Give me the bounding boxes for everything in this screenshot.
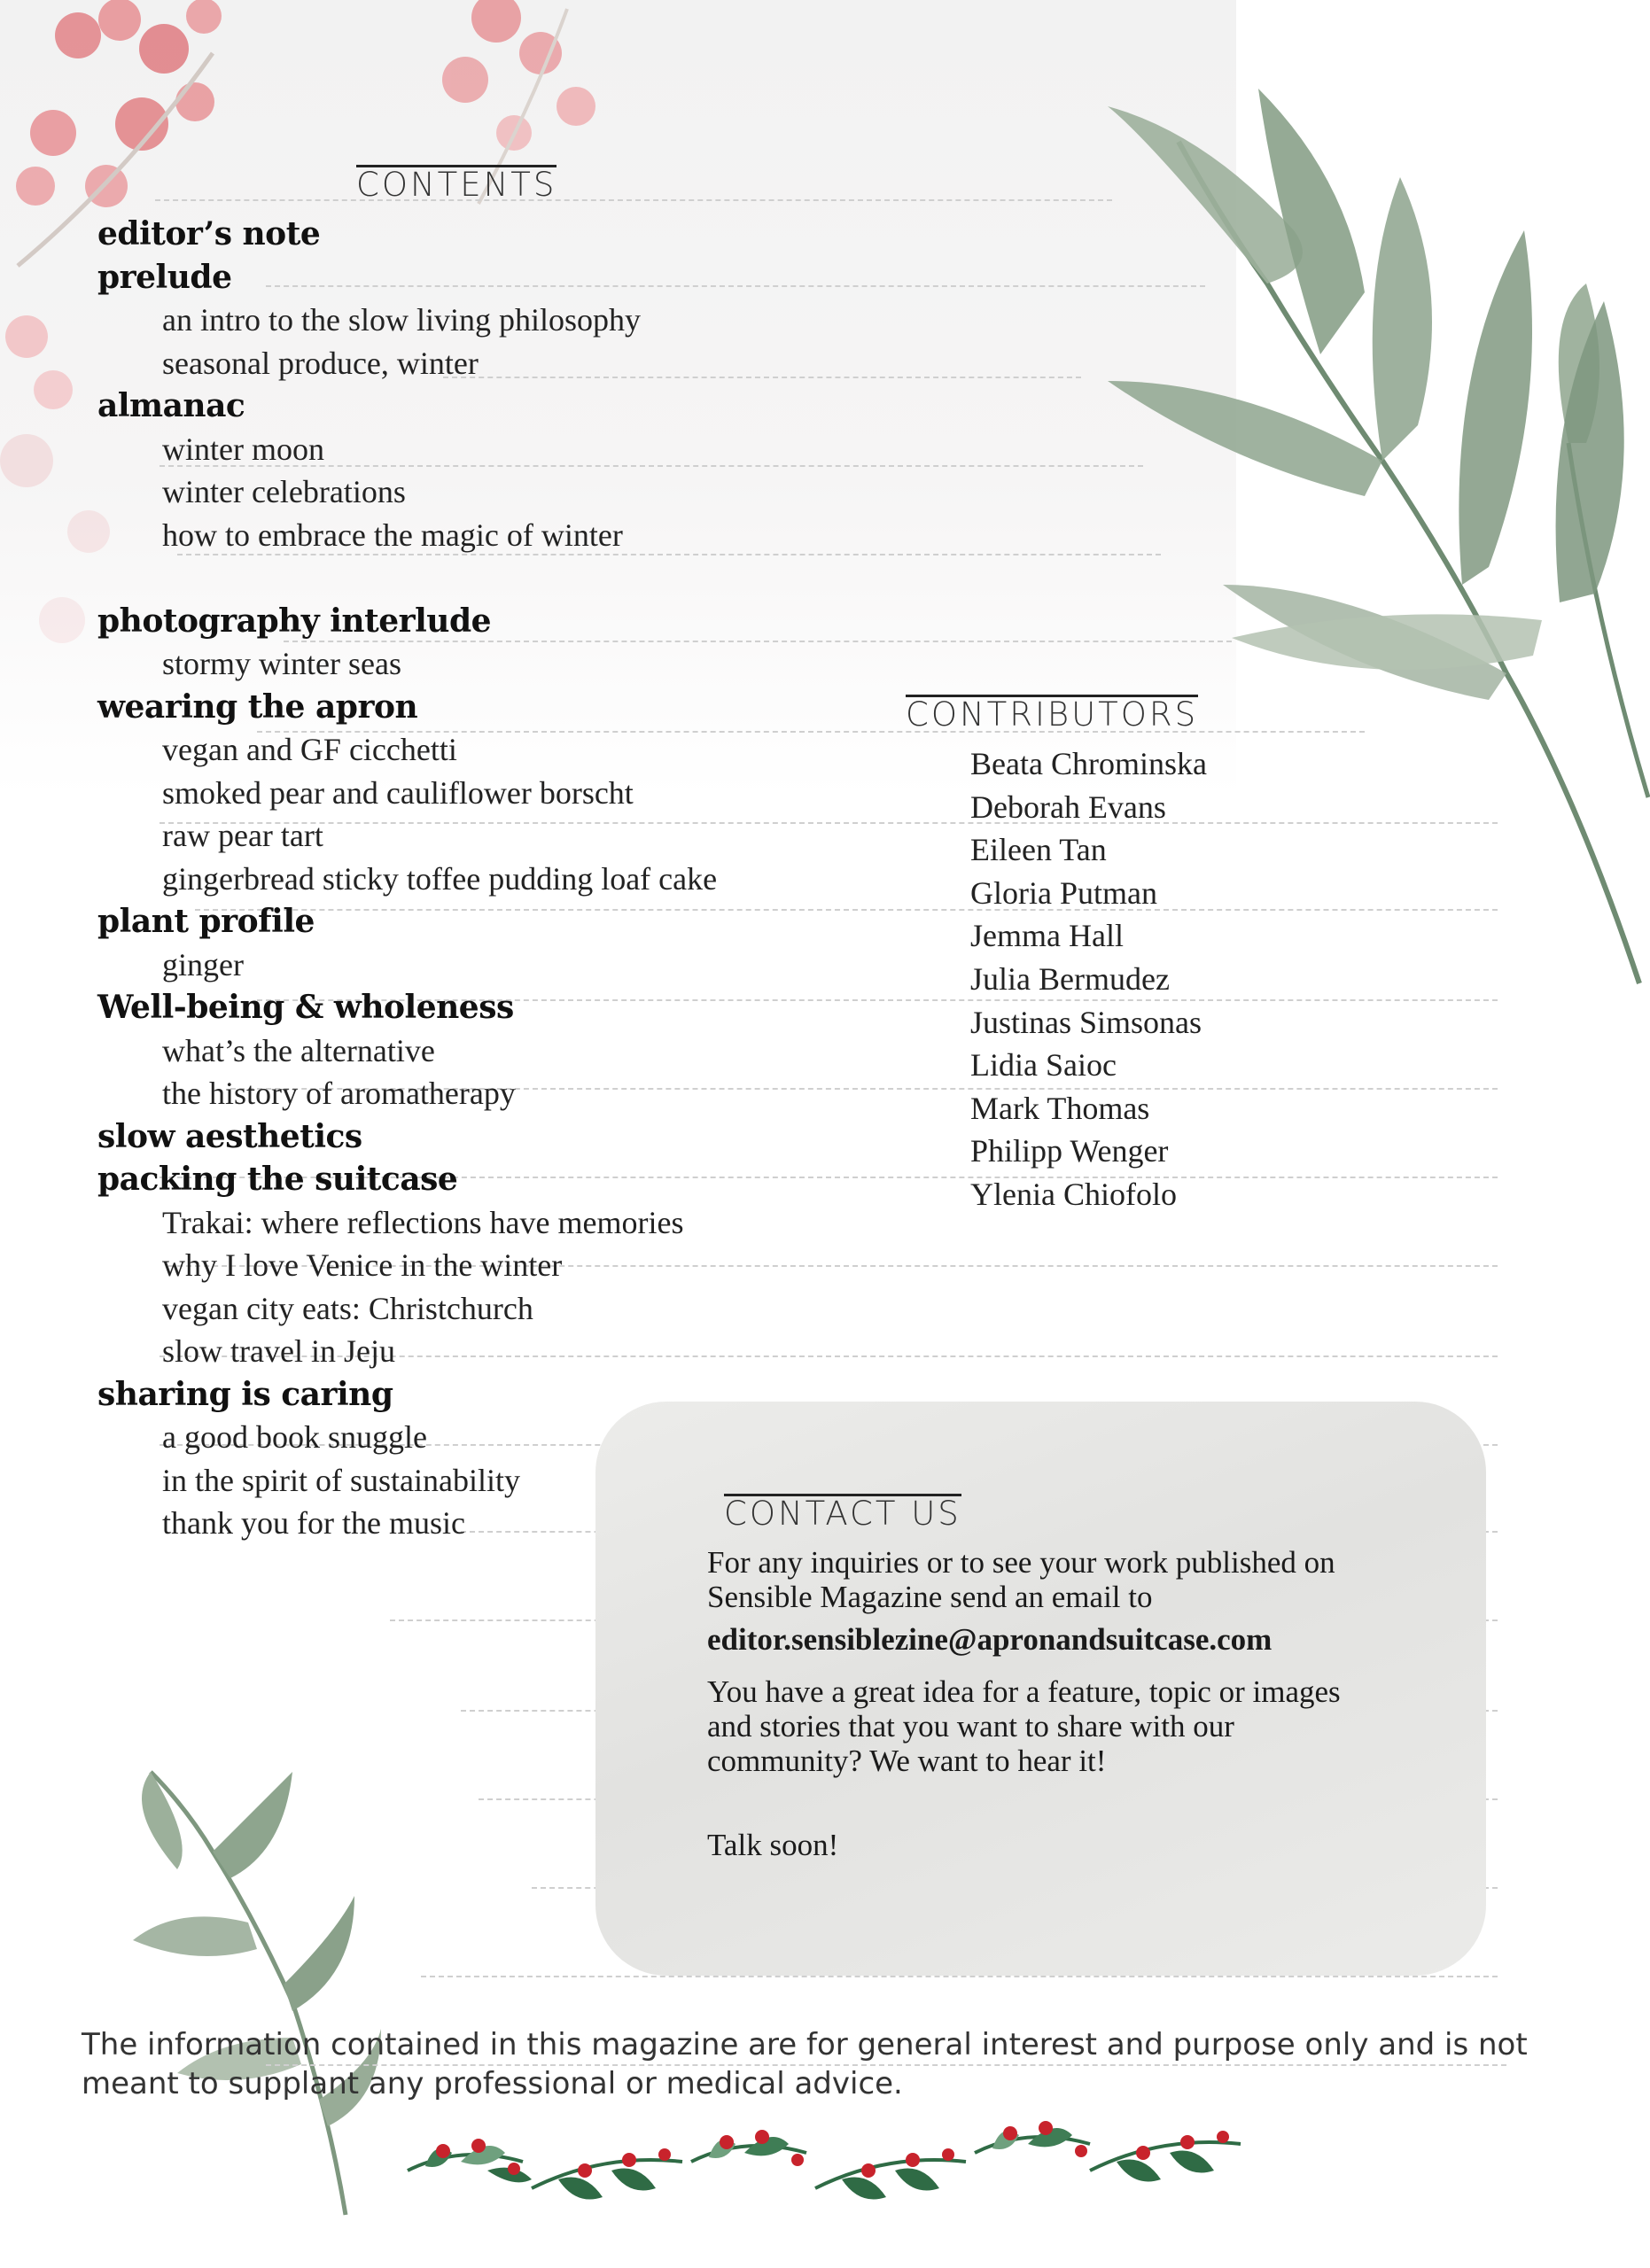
toc-article-title[interactable]: vegan city eats: Christchurch (162, 1290, 533, 1326)
toc-article-title[interactable]: seasonal produce, winter (162, 345, 479, 381)
contact-text-line: community? We want to hear it! (707, 1744, 1107, 1778)
toc-article-title[interactable]: thank you for the music (162, 1505, 465, 1541)
toc-article-title[interactable]: gingerbread sticky toffee pudding loaf cake (162, 860, 718, 897)
toc-article-title[interactable]: ginger (162, 946, 244, 983)
toc-section-title[interactable]: wearing the apron (97, 687, 418, 726)
toc-article-title[interactable]: vegan and GF cicchetti (162, 732, 457, 767)
contact-heading: CONTACT US (724, 1495, 961, 1533)
toc-article-title[interactable]: winter celebrations (162, 474, 406, 509)
disclaimer-line: The information contained in this magazine are for general interest and purpose only and is not (82, 2027, 1528, 2062)
toc-article-title[interactable]: raw pear tart (162, 818, 323, 853)
contact-text-line: For any inquiries or to see your work published on (707, 1545, 1335, 1580)
contact-email-link[interactable]: editor.sensiblezine@apronandsuitcase.com (707, 1622, 1273, 1657)
contributor-name: Mark Thomas (970, 1090, 1150, 1126)
contributor-name: Philipp Wenger (970, 1133, 1169, 1169)
contributor-name: Deborah Evans (970, 788, 1166, 825)
disclaimer (82, 2025, 1588, 2103)
toc-article-title[interactable]: the history of aromatherapy (162, 1076, 516, 1111)
contributor-name: Jemma Hall (970, 918, 1124, 954)
contact-text-line: You have a great idea for a feature, topic or images (707, 1674, 1341, 1709)
toc-article-title[interactable]: how to embrace the magic of winter (162, 517, 623, 553)
contributor-name: Gloria Putman (970, 874, 1157, 911)
disclaimer-line: meant to supplant any professional or medical advice. (82, 2066, 903, 2101)
toc-article-title[interactable]: in the spirit of sustainability (162, 1462, 520, 1498)
toc-article-title[interactable]: slow travel in Jeju (162, 1333, 395, 1369)
toc-spacer (97, 556, 895, 600)
contributor-name: Julia Bermudez (970, 960, 1170, 997)
toc-section-title[interactable]: plant profile (97, 903, 315, 940)
table-of-contents (97, 213, 895, 1545)
contributor-name: Eileen Tan (970, 832, 1107, 868)
toc-section-title[interactable]: slow aesthetics (97, 1117, 362, 1155)
contact-paragraph-1 (707, 1545, 1335, 1614)
contact-signoff: Talk soon! (707, 1828, 839, 1862)
holly-garland-illustration (408, 2121, 1241, 2200)
contents-heading: CONTENTS (356, 166, 557, 204)
toc-section-title[interactable]: sharing is caring (97, 1375, 393, 1413)
small-leaf-branch-illustration (133, 1772, 381, 2215)
toc-section-title[interactable]: packing the suitcase (97, 1161, 458, 1198)
toc-section-title[interactable]: Well-being & wholeness (97, 989, 514, 1026)
contributor-name: Justinas Simsonas (970, 1004, 1202, 1040)
contributors-heading: CONTRIBUTORS (906, 695, 1199, 734)
dashed-rule (421, 1976, 1498, 1977)
toc-section-title[interactable]: almanac (97, 387, 245, 424)
contributor-name: Lidia Saioc (970, 1047, 1117, 1084)
toc-article-title[interactable]: Trakai: where reflections have memories (162, 1204, 684, 1240)
toc-section-title[interactable]: prelude (97, 258, 232, 296)
contact-text-line: and stories that you want to share with our (707, 1709, 1234, 1744)
toc-article-title[interactable]: smoked pear and cauliflower borscht (162, 774, 634, 811)
toc-article-title[interactable]: stormy winter seas (162, 646, 401, 681)
contact-text-line: Sensible Magazine send an email to (707, 1580, 1153, 1614)
toc-article-title[interactable]: a good book snuggle (162, 1419, 427, 1455)
toc-article-title[interactable]: why I love Venice in the winter (162, 1247, 563, 1283)
toc-article-title[interactable]: an intro to the slow living philosophy (162, 302, 641, 338)
contributor-name: Beata Chrominska (970, 746, 1207, 781)
contact-paragraph-2 (707, 1674, 1341, 1778)
toc-section-title[interactable]: editor’s note (97, 215, 321, 252)
toc-article-title[interactable]: what’s the alternative (162, 1032, 435, 1068)
contributors-list (970, 742, 1207, 1216)
contributor-name: Ylenia Chiofolo (970, 1176, 1177, 1212)
toc-section-title[interactable]: photography interlude (97, 602, 492, 640)
toc-article-title[interactable]: winter moon (162, 431, 324, 467)
dashed-rule (155, 199, 1112, 201)
